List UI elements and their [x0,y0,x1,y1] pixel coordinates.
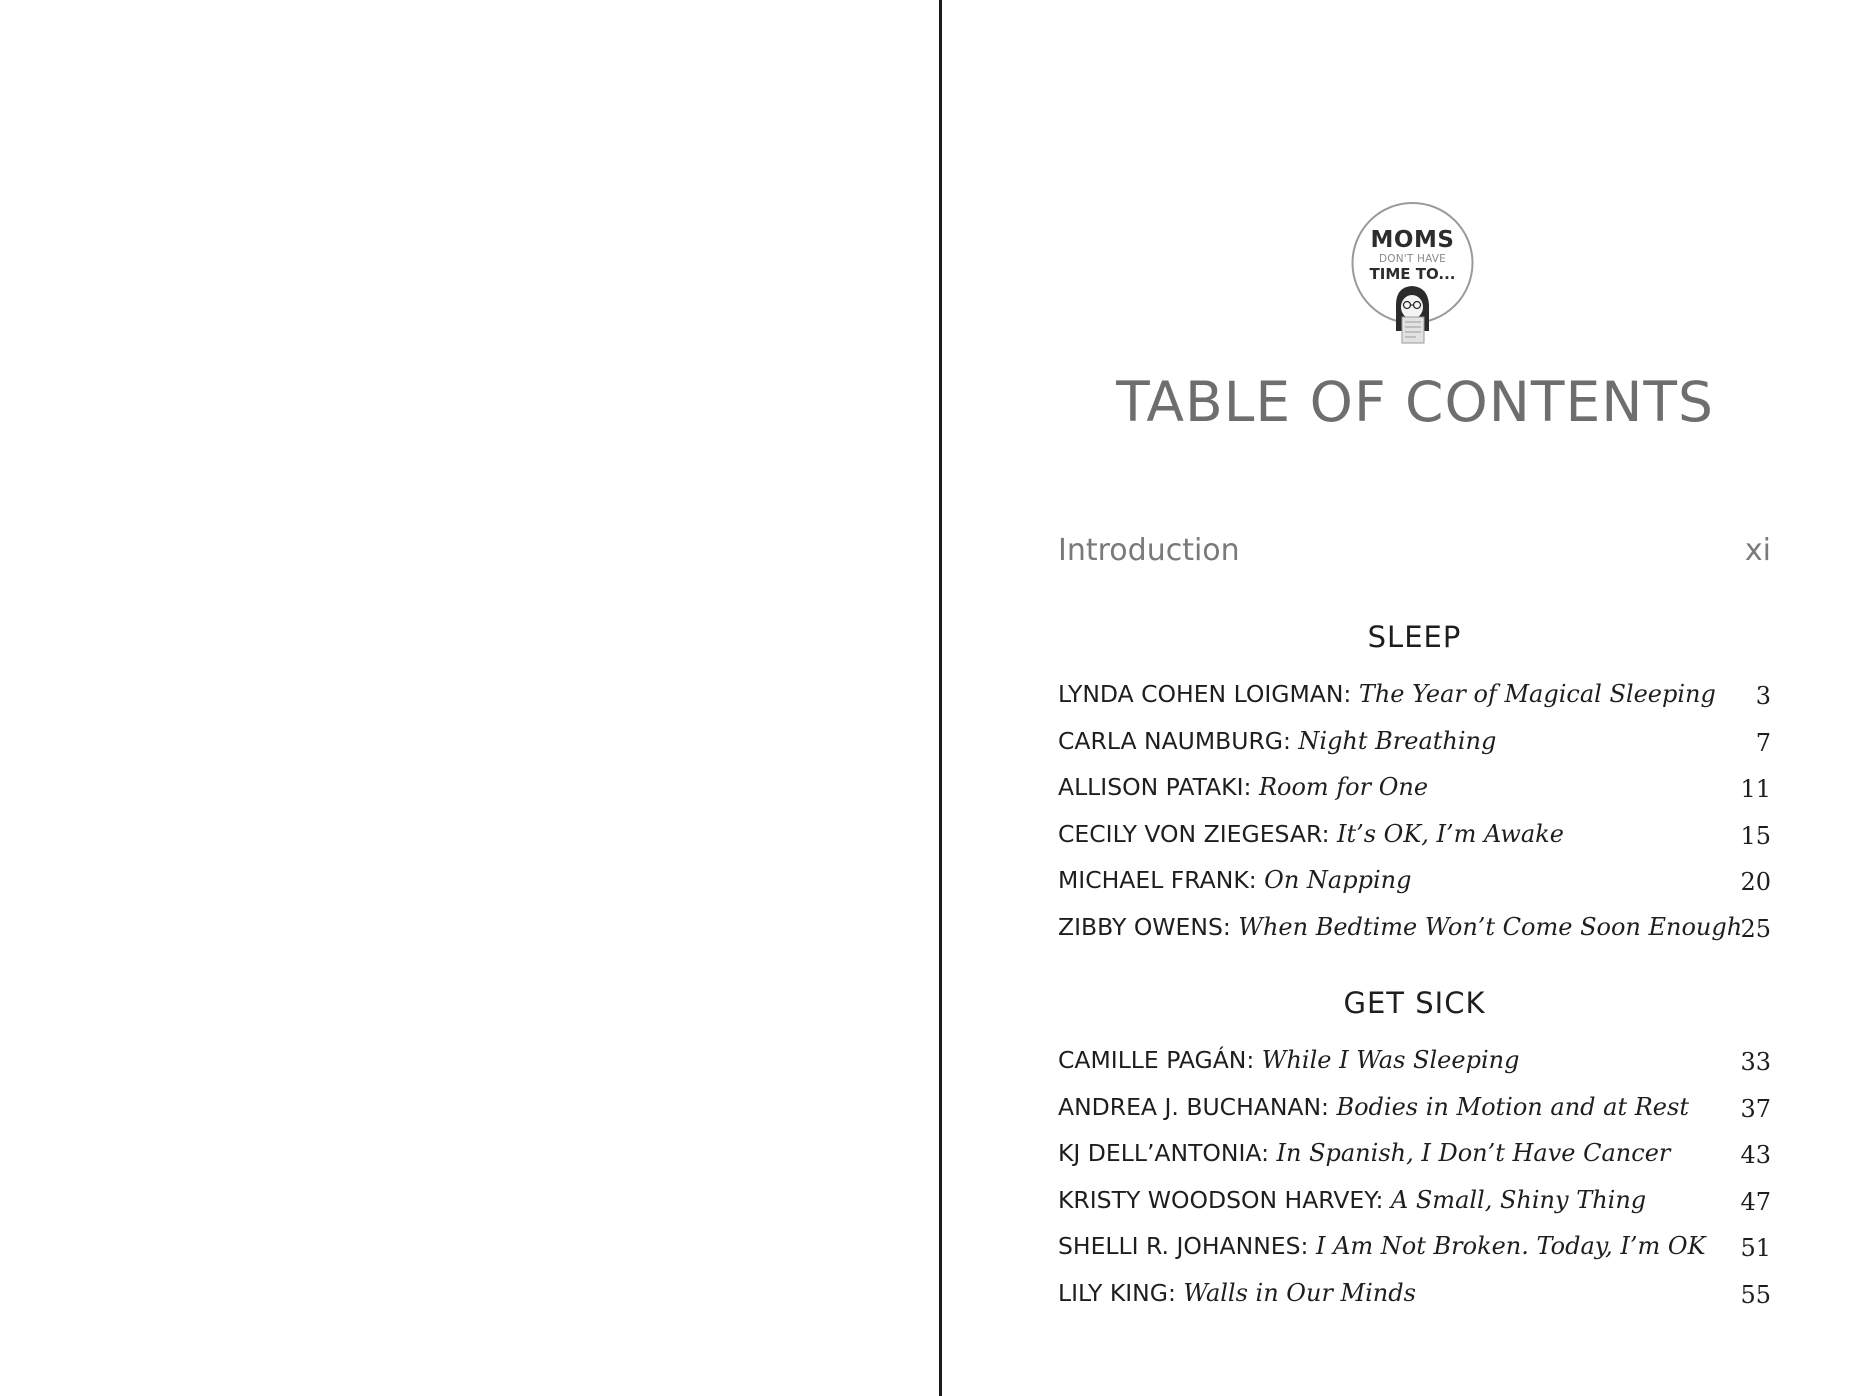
entry-page-number: 11 [1740,775,1771,803]
page-title: TABLE OF CONTENTS [1116,370,1714,434]
toc-entry[interactable] [1058,773,1771,820]
moms-logo [1350,201,1475,351]
entry-title: Room for One [1258,773,1429,801]
toc-entry[interactable] [1058,1232,1771,1279]
entry-page-number: 25 [1740,914,1771,943]
entry-title: Night Breathing [1298,726,1497,755]
intro-label: Introduction [1058,533,1240,568]
entry-title: A Small, Shiny Thing [1390,1185,1647,1214]
entry-author: LYNDA COHEN LOIGMAN: [1058,680,1352,708]
entry-page-number: 3 [1755,682,1771,710]
section-heading-sleep: SLEEP [1367,620,1462,654]
entry-author: CAMILLE PAGÁN: [1058,1046,1255,1074]
entry-title: It’s OK, I’m Awake [1336,819,1564,848]
entry-author: ALLISON PATAKI: [1058,773,1252,801]
entry-page-number: 15 [1740,821,1771,850]
entry-page-number: 47 [1740,1187,1771,1216]
logo-line-dont-have: DON'T HAVE [1378,253,1447,265]
entry-author: CARLA NAUMBURG: [1058,726,1291,755]
entry-title: Bodies in Motion and at Rest [1336,1092,1689,1121]
entry-author: CECILY VON ZIEGESAR: [1058,819,1330,848]
entry-page-number: 37 [1740,1094,1771,1123]
entry-page-number: 20 [1740,868,1771,896]
section-heading-get-sick: GET SICK [1343,986,1486,1020]
toc-entry[interactable] [1058,866,1771,913]
toc-entry-introduction[interactable] [1058,533,1771,573]
entry-title: In Spanish, I Don’t Have Cancer [1276,1139,1671,1167]
entry-title: Walls in Our Minds [1183,1278,1416,1307]
entry-page-number: 51 [1740,1234,1771,1262]
logo-line-time-to: TIME TO... [1369,265,1456,283]
toc-entry[interactable] [1058,727,1771,774]
toc-entry[interactable] [1058,1279,1771,1326]
toc-entry[interactable] [1058,1186,1771,1233]
entry-page-number: 7 [1755,728,1771,757]
entry-author: ZIBBY OWENS: [1058,912,1231,941]
entry-title: I Am Not Broken. Today, I’m OK [1315,1232,1706,1260]
entry-author: SHELLI R. JOHANNES: [1058,1232,1309,1260]
entry-page-number: 55 [1740,1280,1771,1309]
entry-author: ANDREA J. BUCHANAN: [1058,1092,1329,1121]
section-sleep-list [1058,680,1771,959]
entry-title: The Year of Magical Sleeping [1358,680,1716,708]
section-get-sick-list [1058,1046,1771,1325]
toc-entry[interactable] [1058,913,1771,960]
toc-entry[interactable] [1058,1093,1771,1140]
intro-page-number: xi [1744,533,1771,568]
entry-author: MICHAEL FRANK: [1058,866,1257,894]
entry-page-number: 43 [1740,1141,1771,1169]
toc-entry[interactable] [1058,1139,1771,1186]
entry-title: While I Was Sleeping [1261,1046,1520,1074]
toc-entry[interactable] [1058,1046,1771,1093]
entry-title: On Napping [1264,866,1412,894]
entry-author: KJ DELL’ANTONIA: [1058,1139,1270,1167]
entry-author: LILY KING: [1058,1278,1176,1307]
toc-entry[interactable] [1058,820,1771,867]
entry-page-number: 33 [1740,1048,1771,1076]
entry-author: KRISTY WOODSON HARVEY: [1058,1185,1384,1214]
entry-title: When Bedtime Won’t Come Soon Enough [1238,912,1743,941]
toc-entry[interactable] [1058,680,1771,727]
logo-line-moms: MOMS [1370,227,1455,253]
